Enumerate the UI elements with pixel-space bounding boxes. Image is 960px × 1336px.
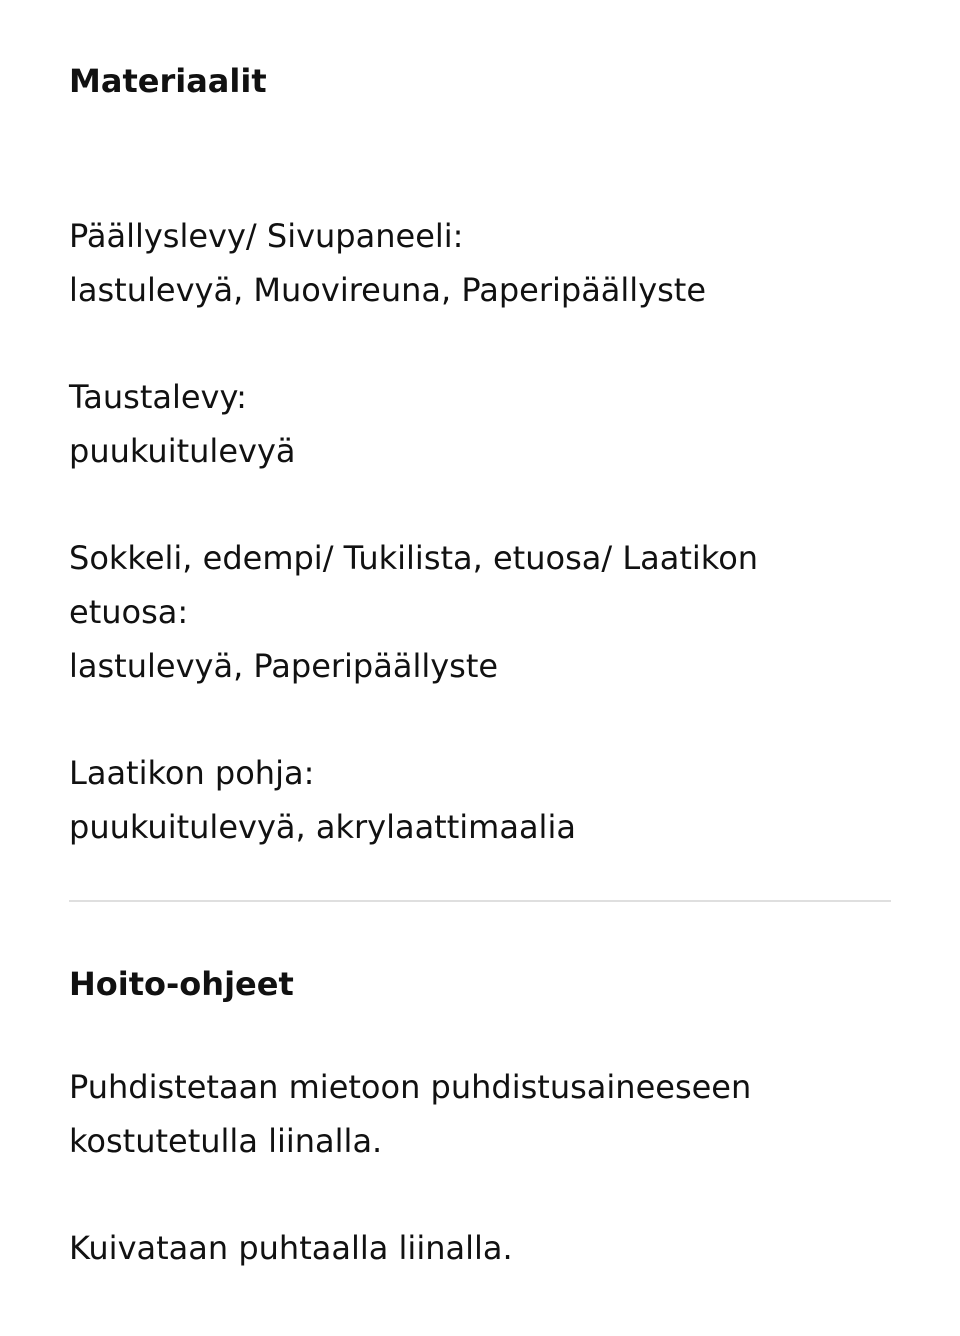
material-label: Laatikon pohja: [69, 754, 315, 792]
material-value: puukuitulevyä [69, 432, 296, 470]
material-value: puukuitulevyä, akrylaattimaalia [69, 808, 576, 846]
materials-list [69, 209, 829, 907]
material-label: Sokkeli, edempi/ Tukilista, etuosa/ Laatikon etuosa: [69, 539, 759, 631]
materials-heading: Materiaalit [69, 62, 267, 100]
material-item [69, 370, 829, 478]
care-instruction: Puhdistetaan mietoon puhdistusaineeseen kostutetulla liinalla. [69, 1068, 752, 1160]
care-instruction: Kuivataan puhtaalla liinalla. [69, 1229, 513, 1267]
material-label: Taustalevy: [69, 378, 247, 416]
material-item [69, 209, 829, 317]
material-value: lastulevyä, Paperipäällyste [69, 647, 499, 685]
section-divider [69, 900, 891, 902]
material-item [69, 746, 829, 854]
material-item [69, 531, 829, 693]
material-value: lastulevyä, Muovireuna, Paperipäällyste [69, 271, 707, 309]
care-heading: Hoito-ohjeet [69, 965, 294, 1003]
material-label: Päällyslevy/ Sivupaneeli: [69, 217, 464, 255]
care-instructions-list [69, 1060, 829, 1328]
